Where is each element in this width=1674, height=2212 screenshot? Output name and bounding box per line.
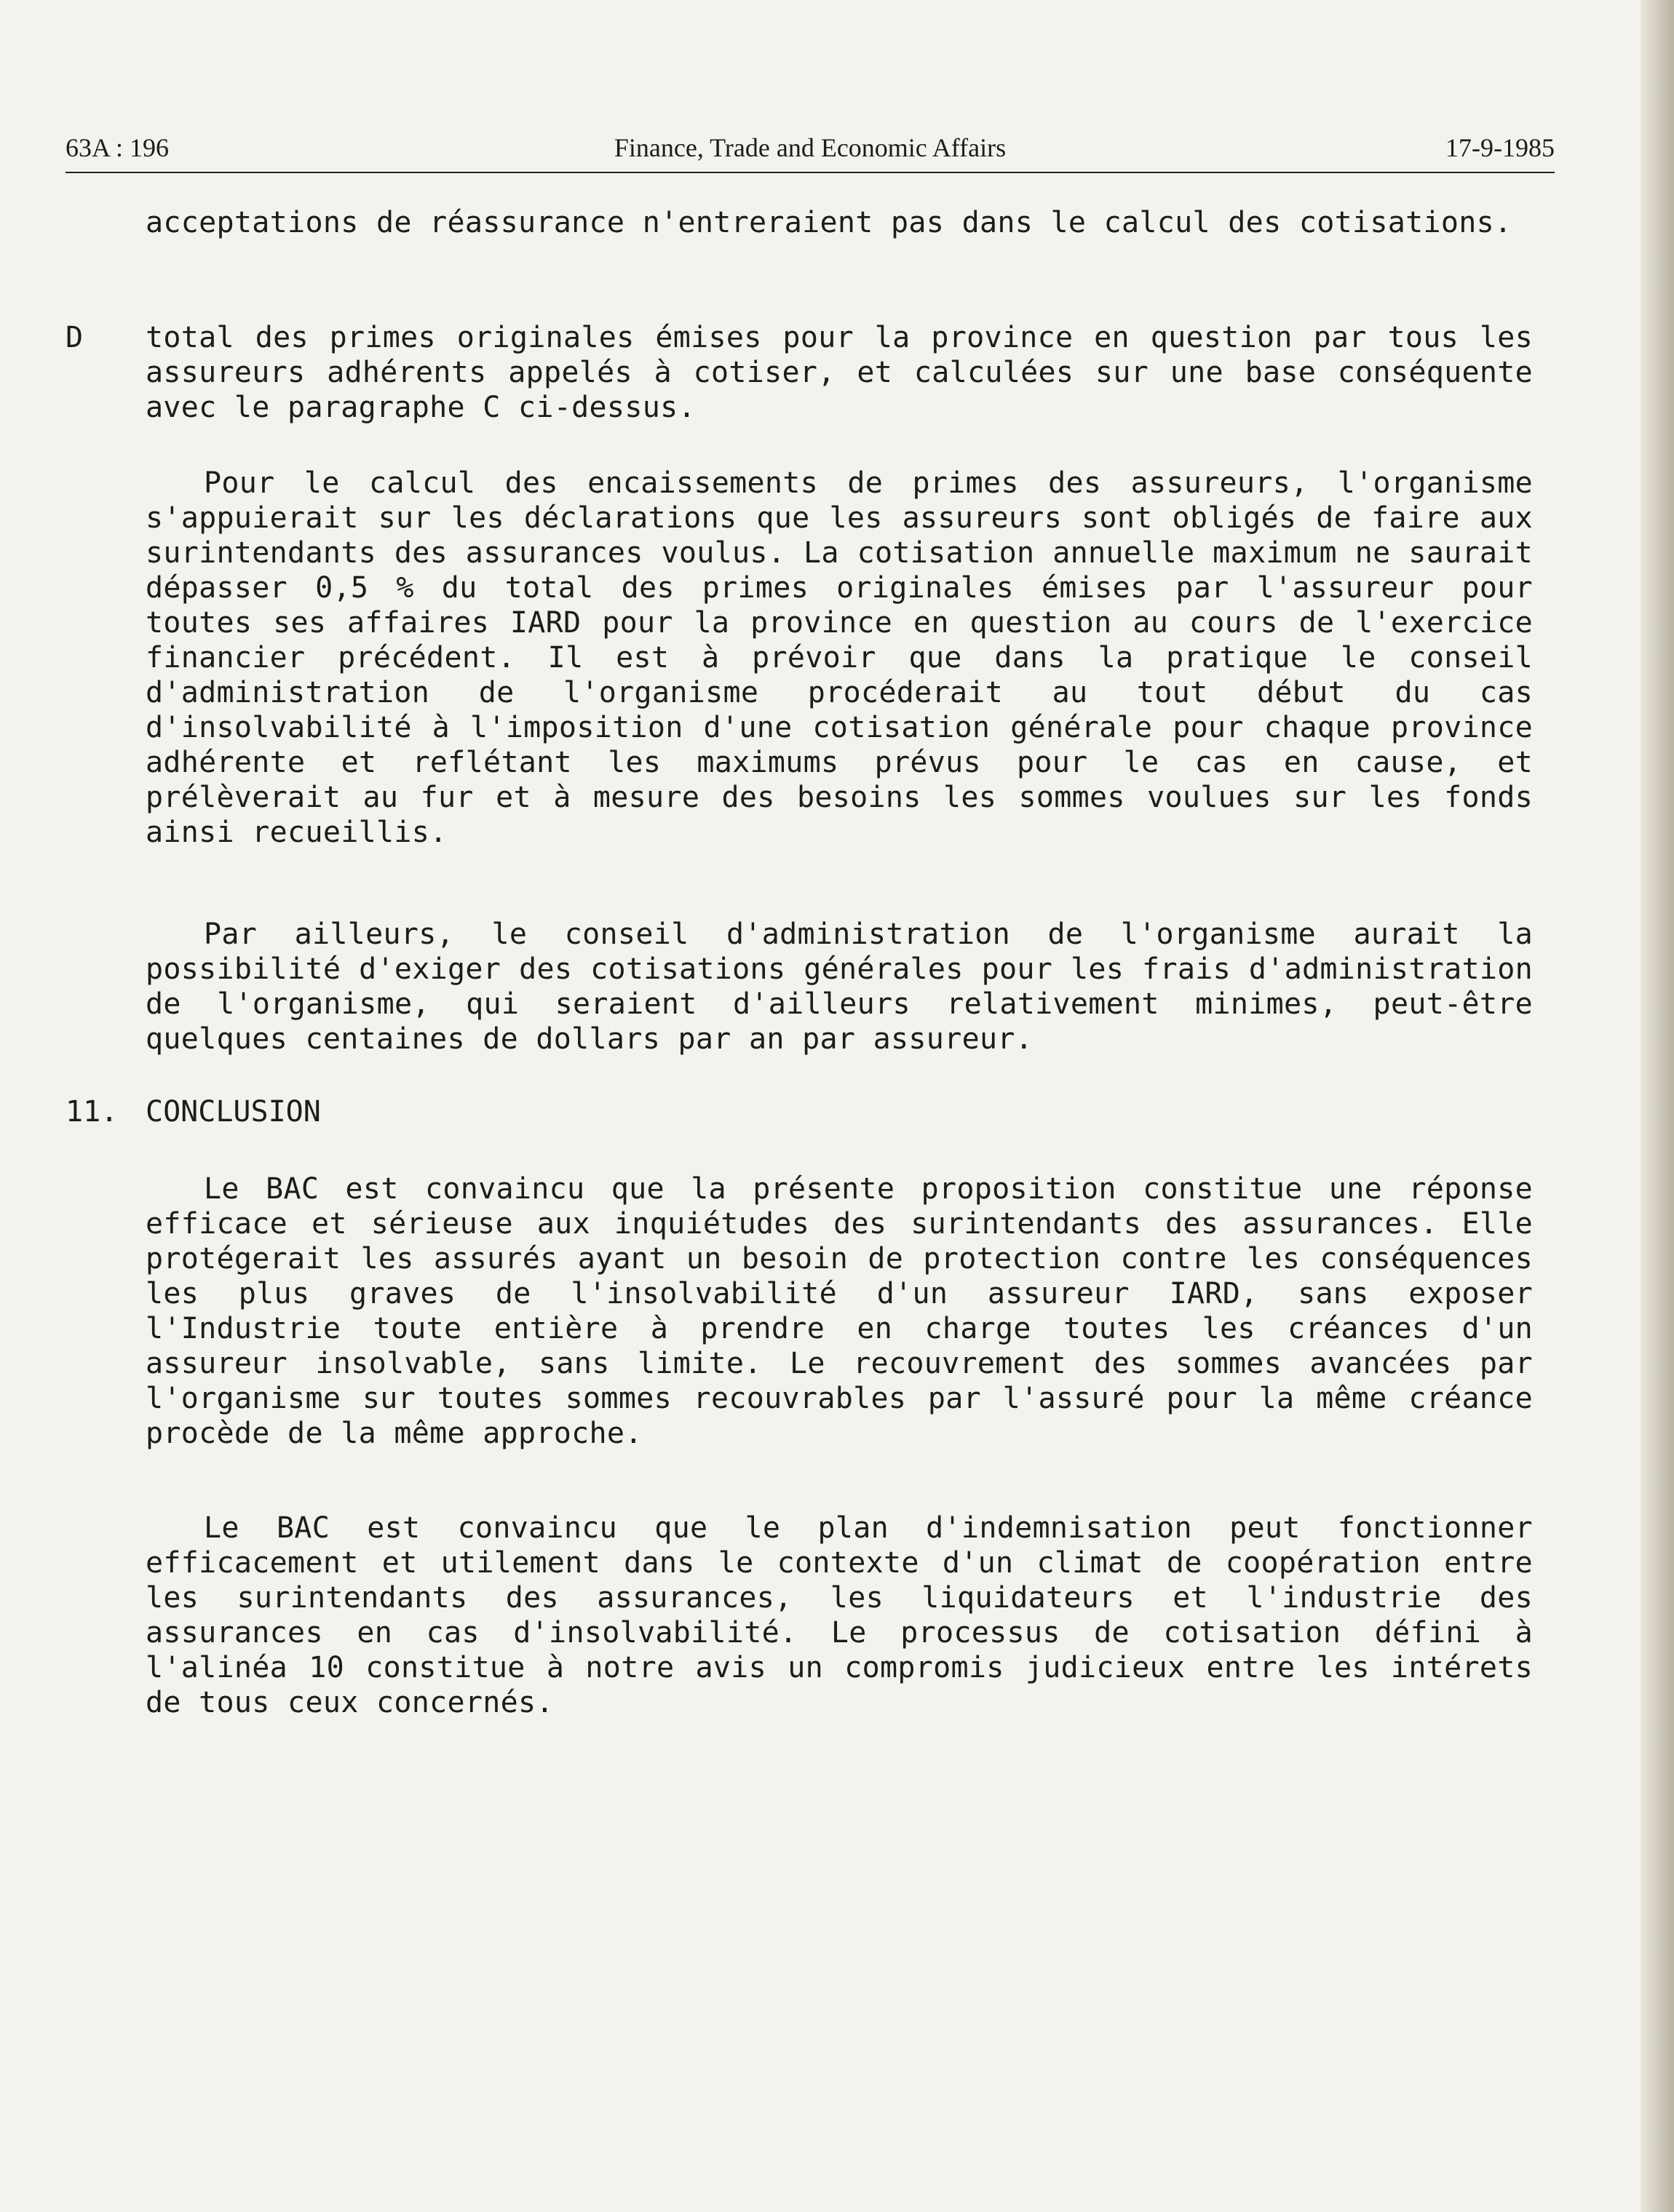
section-title: CONCLUSION bbox=[146, 1095, 321, 1129]
page-header bbox=[66, 132, 1555, 170]
paragraph-calcul-encaissements: Pour le calcul des encaissements de primes des assureurs, l'organisme s'appuierait sur les déclarations que les assureurs sont obligés de faire aux surintendants des assurances voulus. La cotisation annuelle maximum ne saurait dépasser 0,5 % du total des primes originales émises par l'assureur pour toutes ses affaires IARD pour la province en question au cours de l'exercice financier précédent. Il est à prévoir que dans la pratique le conseil d'administration de l'organisme procéderait au tout début du cas d'insolvabilité à l'imposition d'une cotisation générale pour chaque province adhérente et reflétant les maximums prévus pour le cas en cause, et prélèverait au fur et à mesure des besoins les sommes voulues sur les fonds ainsi recueillis. bbox=[146, 466, 1533, 849]
section-heading bbox=[66, 1094, 321, 1129]
paragraph-continuation: acceptations de réassurance n'entreraient pas dans le calcul des cotisations. bbox=[146, 206, 1512, 239]
section-number: 11. bbox=[66, 1095, 119, 1129]
page-reference: 63A : 196 bbox=[66, 133, 170, 162]
header-rule bbox=[66, 172, 1555, 173]
running-title: Finance, Trade and Economic Affairs bbox=[614, 133, 1007, 162]
list-item-label-d: D bbox=[66, 321, 84, 354]
paragraph-frais-administration: Par ailleurs, le conseil d'administration de l'organisme aurait la possibilité d'exiger des cotisations générales pour les frais d'administration de l'organisme, qui seraient d'ailleurs relativement minimes, peut-être quelques centaines de dollars par an par assureur. bbox=[146, 918, 1533, 1056]
header-date: 17-9-1985 bbox=[1445, 133, 1555, 162]
paragraph-conclusion-1: Le BAC est convaincu que la présente proposition constitue une réponse efficace et sérieuse aux inquiétudes des surintendants des assurances. Elle protégerait les assurés ayant un besoin de protection contre les conséquences les plus graves de l'insolvabilité d'un assureur IARD, sans exposer l'Industrie toute entière à prendre en charge toutes les créances d'un assureur insolvable, sans limite. Le recouvrement des sommes avancées par l'organisme sur toutes sommes recouvrables par l'assuré pour la même créance procède de la même approche. bbox=[146, 1172, 1533, 1450]
page-binding-edge bbox=[1641, 0, 1674, 2212]
list-item-d-text: total des primes originales émises pour la province en question par tous les assureurs adhérents appelés à cotiser, et calculées sur une base conséquente avec le paragraphe C ci-dessus. bbox=[146, 321, 1533, 424]
paragraph-conclusion-2: Le BAC est convaincu que le plan d'indemnisation peut fonctionner efficacement et utilement dans le contexte d'un climat de coopération entre les surintendants des assurances, les liquidateurs et l'industrie des assurances en cas d'insolvabilité. Le processus de cotisation défini à l'alinéa 10 constitue à notre avis un compromis judicieux entre les intérets de tous ceux concernés. bbox=[146, 1511, 1533, 1719]
